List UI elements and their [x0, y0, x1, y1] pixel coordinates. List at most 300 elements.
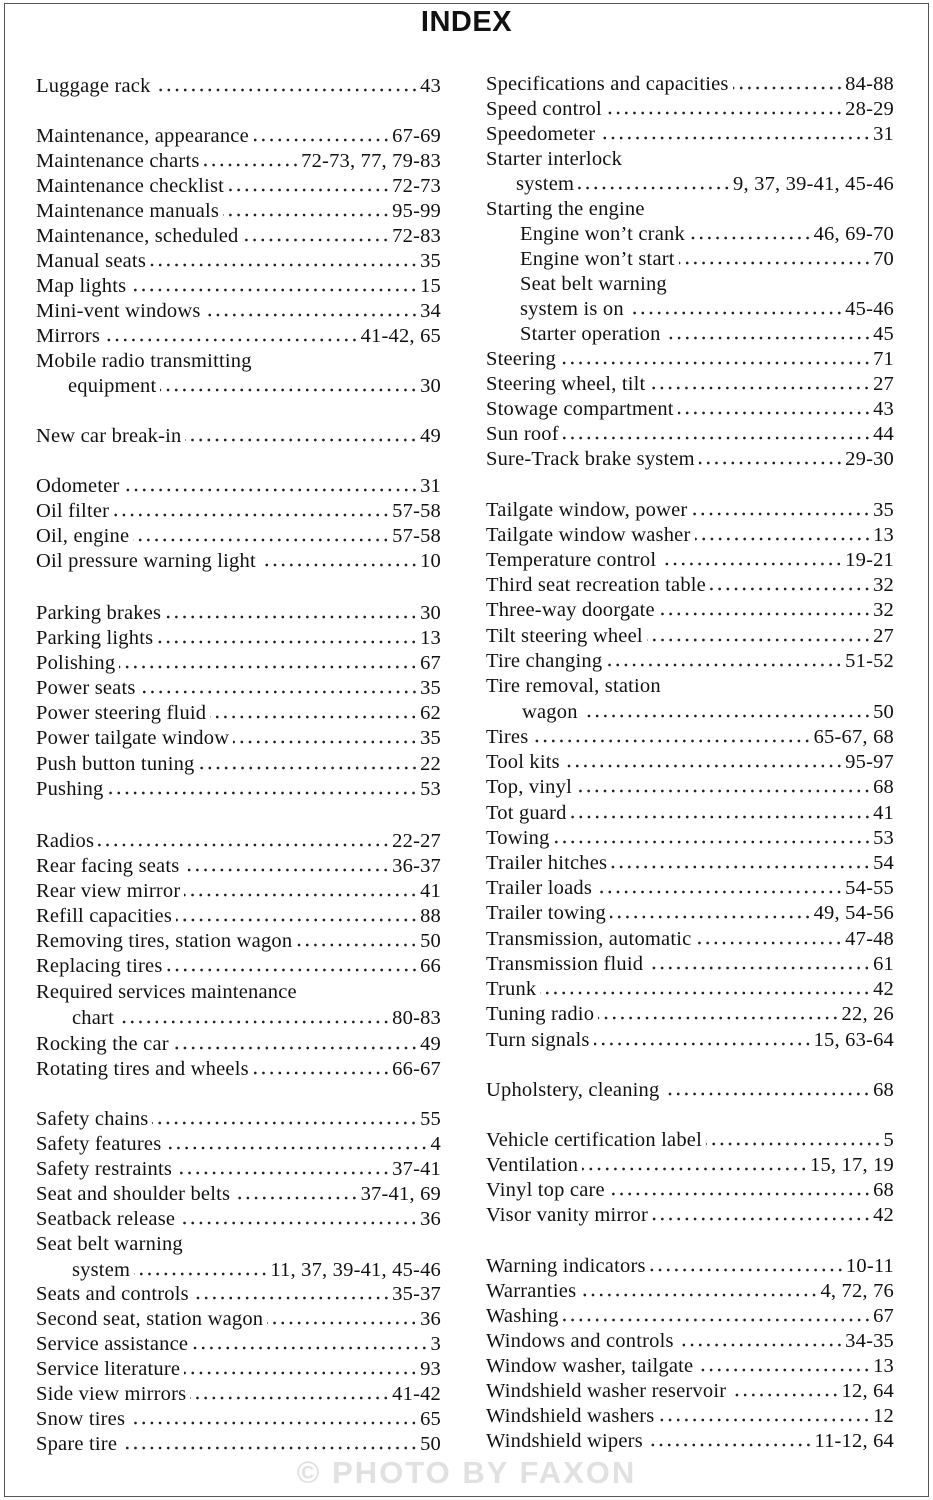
index-entry-label: Removing tires, station wagon — [36, 929, 293, 952]
index-entry — [486, 419, 894, 444]
dot-leader — [679, 260, 871, 266]
index-entry-label: Seat belt warning — [36, 1232, 183, 1255]
dot-leader — [129, 1420, 418, 1426]
index-entry-page: 57-58 — [392, 524, 441, 547]
dot-leader — [563, 435, 871, 441]
index-entry-label: Seatback release — [36, 1207, 176, 1230]
dot-leader — [532, 738, 811, 744]
index-entry-page: 71 — [873, 347, 894, 370]
index-entry — [36, 1154, 441, 1179]
index-entry-label: Windows and controls — [486, 1329, 674, 1352]
index-entry-page: 54 — [873, 851, 894, 874]
index-entry — [486, 219, 894, 244]
index-entry-label: system — [516, 172, 575, 195]
index-entry-page: 34-35 — [845, 1329, 894, 1352]
index-entry-label: Starter interlock — [486, 147, 623, 170]
index-entry-label: Side view mirrors — [36, 1382, 187, 1405]
dot-leader — [691, 511, 871, 517]
dot-leader — [134, 1271, 268, 1277]
index-entry-page: 37-41 — [392, 1157, 441, 1180]
index-entry-page: 35-37 — [392, 1282, 441, 1305]
dot-leader — [190, 1395, 390, 1401]
index-entry — [36, 1404, 441, 1429]
index-entry — [36, 723, 441, 748]
index-entry-label: Refill capacities — [36, 904, 173, 927]
dot-leader — [118, 1019, 390, 1025]
dot-leader — [658, 1417, 871, 1423]
index-entry — [36, 196, 441, 221]
index-entry-label: Maintenance checklist — [36, 174, 225, 197]
index-entry-page: 68 — [873, 1178, 894, 1201]
dot-leader — [582, 1166, 808, 1172]
index-entry — [36, 321, 441, 346]
index-entry — [36, 951, 441, 976]
index-entry-page: 35 — [420, 676, 441, 699]
dot-leader — [160, 387, 418, 393]
index-entry-page: 88 — [420, 904, 441, 927]
index-entry — [486, 94, 894, 119]
index-entry — [486, 545, 894, 570]
dot-leader — [576, 788, 871, 794]
index-entry-label: Maintenance, scheduled — [36, 224, 239, 247]
index-entry-label: New car break-in — [36, 424, 182, 447]
index-entry-label: Towing — [486, 826, 550, 849]
dot-leader — [609, 1191, 871, 1197]
index-entry-page: 34 — [420, 299, 441, 322]
index-entry-page: 66 — [420, 954, 441, 977]
index-entry-label: Tailgate window, power — [486, 498, 688, 521]
index-entry-page: 42 — [873, 1203, 894, 1226]
dot-leader — [204, 162, 300, 168]
index-entry-label: Parking brakes — [36, 601, 162, 624]
index-entry-page: 51-52 — [845, 649, 894, 672]
dot-leader — [165, 614, 418, 620]
index-entry — [486, 269, 894, 294]
index-entry-label: Trailer towing — [486, 901, 606, 924]
index-entry-page: 22-27 — [392, 829, 441, 852]
index-entry — [36, 1279, 441, 1304]
dot-leader — [124, 487, 419, 493]
index-entry-page: 22, 26 — [841, 1002, 894, 1025]
index-entry-page: 54-55 — [845, 876, 894, 899]
index-entry-label: system — [72, 1258, 131, 1281]
index-entry — [486, 1376, 894, 1401]
index-entry — [486, 671, 894, 696]
index-entry-page: 44 — [873, 422, 894, 445]
dot-leader — [210, 714, 418, 720]
index-entry-label: Warranties — [486, 1279, 577, 1302]
index-entry-page: 11-12, 64 — [814, 1429, 894, 1452]
index-entry-page: 13 — [420, 626, 441, 649]
index-entry-label: Transmission, automatic — [486, 927, 692, 950]
index-entry — [36, 421, 441, 446]
index-entry-page: 36-37 — [392, 854, 441, 877]
dot-leader — [665, 335, 872, 341]
index-entry-label: Service assistance — [36, 1332, 189, 1355]
index-entry-page: 31 — [873, 122, 894, 145]
index-entry-page: 30 — [420, 374, 441, 397]
index-entry — [36, 246, 441, 271]
index-entry-label: Oil filter — [36, 499, 110, 522]
dot-leader — [647, 637, 871, 643]
index-entry — [486, 244, 894, 269]
index-entry-label: Windshield washer reservoir — [486, 1379, 727, 1402]
dot-leader — [260, 562, 418, 568]
dot-leader — [649, 385, 871, 391]
index-entry-page: 67-69 — [392, 124, 441, 147]
index-entry — [36, 1379, 441, 1404]
index-entry-page: 53 — [420, 777, 441, 800]
index-entry-label: Mirrors — [36, 324, 101, 347]
dot-leader — [119, 664, 418, 670]
dot-leader — [233, 739, 418, 745]
index-entry-page: 46, 69-70 — [813, 222, 894, 245]
index-entry-label: system is on — [520, 297, 624, 320]
index-entry — [36, 1255, 441, 1280]
dot-leader — [697, 1367, 871, 1373]
dot-leader — [606, 110, 843, 116]
dot-leader — [610, 914, 812, 920]
index-entry-label: Maintenance manuals — [36, 199, 220, 222]
index-entry-label: Windshield washers — [486, 1404, 655, 1427]
index-entry-page: 15, 63-64 — [813, 1028, 894, 1051]
index-entry-label: Starting the engine — [486, 197, 645, 220]
index-entry-page: 32 — [873, 573, 894, 596]
index-entry — [36, 851, 441, 876]
dot-leader — [596, 889, 843, 895]
index-entry — [486, 621, 894, 646]
index-entry-page: 45-46 — [845, 297, 894, 320]
index-entry — [486, 1351, 894, 1376]
index-entry-page: 95-99 — [392, 199, 441, 222]
index-entry-label: Service literature — [36, 1357, 181, 1380]
index-entry-page: 12 — [873, 1404, 894, 1427]
dot-leader — [176, 917, 418, 923]
index-entry-label: Mini-vent windows — [36, 299, 201, 322]
index-entry — [486, 1276, 894, 1301]
index-entry-label: Seat belt warning — [520, 272, 667, 295]
dot-leader — [647, 965, 871, 971]
index-entry-page: 4, 72, 76 — [820, 1279, 894, 1302]
index-entry — [36, 598, 441, 623]
index-entry-page: 43 — [420, 74, 441, 97]
index-entry — [36, 749, 441, 774]
index-entry-label: Seats and controls — [36, 1282, 189, 1305]
index-entry-label: Sure-Track brake system — [486, 447, 695, 470]
index-entry — [486, 294, 894, 319]
index-entry-label: Safety chains — [36, 1107, 149, 1130]
dot-leader — [223, 212, 390, 218]
index-entry — [486, 1251, 894, 1276]
index-entry — [486, 595, 894, 620]
index-entry-page: 10-11 — [845, 1254, 894, 1277]
index-entry-label: Oil pressure warning light — [36, 549, 256, 572]
dot-leader — [176, 1170, 390, 1176]
index-entry-label: Odometer — [36, 474, 120, 497]
index-entry-label: Windshield wipers — [486, 1429, 643, 1452]
index-entry-label: Rear view mirror — [36, 879, 181, 902]
index-entry — [486, 1326, 894, 1351]
index-entry-label: Third seat recreation table — [486, 573, 706, 596]
dot-leader — [133, 537, 390, 543]
index-entry-label: Rocking the car — [36, 1032, 169, 1055]
dot-leader — [706, 1141, 882, 1147]
index-entry-page: 36 — [420, 1207, 441, 1230]
index-entry — [36, 901, 441, 926]
index-entry-page: 41 — [873, 801, 894, 824]
dot-leader — [165, 1145, 428, 1151]
index-entry-label: Ventilation — [486, 1153, 579, 1176]
index-entry-page: 49, 54-56 — [813, 901, 894, 924]
index-entry — [486, 1401, 894, 1426]
index-entry-page: 49 — [420, 1032, 441, 1055]
index-entry — [36, 926, 441, 951]
watermark-text: © PHOTO BY FAXON — [296, 1455, 637, 1490]
dot-leader — [564, 763, 843, 769]
dot-leader — [157, 639, 418, 645]
index-entry-label: Manual seats — [36, 249, 146, 272]
index-entry-label: Steering wheel, tilt — [486, 372, 646, 395]
index-entry — [36, 1054, 441, 1079]
index-entry — [486, 495, 894, 520]
index-entry-page: 95-97 — [845, 750, 894, 773]
index-entry — [486, 798, 894, 823]
index-entry — [486, 974, 894, 999]
index-entry-page: 93 — [420, 1357, 441, 1380]
index-entry-page: 15 — [420, 274, 441, 297]
index-entry-label: Steering — [486, 347, 556, 370]
index-entry-page: 13 — [873, 1354, 894, 1377]
index-entry-page: 27 — [873, 624, 894, 647]
index-entry-page: 50 — [873, 700, 894, 723]
index-entry-label: Mobile radio transmitting — [36, 349, 252, 372]
index-entry-page: 29-30 — [845, 447, 894, 470]
index-entry-page: 35 — [873, 498, 894, 521]
index-entry — [36, 977, 441, 1002]
index-entry — [36, 471, 441, 496]
index-entry-page: 72-73, 77, 79-83 — [301, 149, 441, 172]
index-entry-page: 50 — [420, 929, 441, 952]
index-entry — [36, 648, 441, 673]
index-entry-page: 68 — [873, 775, 894, 798]
index-entry — [486, 69, 894, 94]
dot-leader — [689, 235, 812, 241]
dot-leader — [710, 586, 871, 592]
index-entry — [36, 774, 441, 799]
index-entry — [486, 873, 894, 898]
index-entry — [36, 1429, 441, 1454]
dot-leader — [594, 1041, 812, 1047]
index-entry-label: Power steering fluid — [36, 701, 207, 724]
dot-leader — [599, 135, 871, 141]
dot-leader — [571, 814, 871, 820]
index-entry-label: Tires — [486, 725, 529, 748]
index-entry-label: Maintenance, appearance — [36, 124, 249, 147]
index-entry — [36, 1003, 441, 1028]
index-entry — [36, 346, 441, 371]
dot-leader — [582, 713, 871, 719]
index-entry — [36, 71, 441, 96]
index-entry-label: Vinyl top care — [486, 1178, 605, 1201]
index-entry-label: Visor vanity mirror — [486, 1203, 648, 1226]
dot-leader — [234, 1195, 358, 1201]
index-entry-label: Required services maintenance — [36, 980, 297, 1003]
dot-leader — [192, 1345, 428, 1351]
index-entry — [36, 698, 441, 723]
index-entry — [36, 1129, 441, 1154]
index-entry-page: 57-58 — [392, 499, 441, 522]
index-entry — [36, 121, 441, 146]
index-entry — [36, 826, 441, 851]
index-entry-label: Turn signals — [486, 1028, 590, 1051]
dot-leader — [733, 85, 844, 91]
index-entry — [486, 999, 894, 1024]
index-entry — [36, 876, 441, 901]
index-entry-page: 36 — [420, 1307, 441, 1330]
index-entry-label: Pushing — [36, 777, 104, 800]
dot-leader — [199, 765, 419, 771]
index-entry-page: 10 — [420, 549, 441, 572]
index-entry-page: 9, 37, 39-41, 45-46 — [733, 172, 894, 195]
index-entry — [486, 848, 894, 873]
dot-leader — [296, 942, 418, 948]
index-entry-page: 84-88 — [845, 72, 894, 95]
index-entry-label: Radios — [36, 829, 95, 852]
dot-leader — [113, 512, 390, 518]
index-entry-label: Sun roof — [486, 422, 559, 445]
dot-leader — [121, 1445, 418, 1451]
dot-leader — [540, 990, 871, 996]
index-entry-label: Starter operation — [520, 322, 661, 345]
index-entry-label: Engine won’t crank — [520, 222, 685, 245]
index-entry-page: 28-29 — [845, 97, 894, 120]
index-entry — [36, 673, 441, 698]
index-entry-page: 27 — [873, 372, 894, 395]
index-entry — [486, 898, 894, 923]
dot-leader — [730, 1392, 839, 1398]
dot-leader — [179, 1220, 418, 1226]
dot-leader — [695, 940, 843, 946]
index-entry-page: 65-67, 68 — [813, 725, 894, 748]
index-entry — [36, 1229, 441, 1254]
index-entry-page: 62 — [420, 701, 441, 724]
index-entry-label: Oil, engine — [36, 524, 130, 547]
index-entry — [486, 144, 894, 169]
index-entry — [36, 521, 441, 546]
index-entry-label: Polishing — [36, 651, 116, 674]
dot-leader — [98, 842, 390, 848]
index-entry — [36, 623, 441, 648]
index-entry — [486, 119, 894, 144]
index-entry — [486, 369, 894, 394]
index-entry-page: 68 — [873, 1078, 894, 1101]
index-entry-label: Power tailgate window — [36, 726, 230, 749]
index-entry — [486, 1025, 894, 1050]
index-entry-label: Safety features — [36, 1132, 162, 1155]
index-entry-label: Tilt steering wheel — [486, 624, 643, 647]
dot-leader — [678, 1342, 844, 1348]
index-entry-page: 15, 17, 19 — [810, 1153, 894, 1176]
dot-leader — [554, 839, 872, 845]
index-entry-label: Upholstery, cleaning — [486, 1078, 660, 1101]
index-entry-label: Warning indicators — [486, 1254, 646, 1277]
dot-leader — [242, 237, 390, 243]
dot-leader — [183, 867, 390, 873]
index-entry — [486, 949, 894, 974]
index-entry-page: 65 — [420, 1407, 441, 1430]
index-entry — [486, 924, 894, 949]
dot-leader — [184, 1370, 418, 1376]
index-entry-label: Safety restraints — [36, 1157, 173, 1180]
index-entry-label: Rear facing seats — [36, 854, 180, 877]
index-entry-label: Tuning radio — [486, 1002, 595, 1025]
dot-leader — [678, 410, 871, 416]
dot-leader — [660, 561, 843, 567]
dot-leader — [130, 287, 418, 293]
index-entry — [486, 169, 894, 194]
index-entry-label: Washing — [486, 1304, 559, 1327]
dot-leader — [695, 536, 872, 542]
index-entry-label: Top, vinyl — [486, 775, 572, 798]
index-entry — [36, 496, 441, 521]
dot-leader — [699, 460, 843, 466]
index-entry — [36, 146, 441, 171]
index-entry-page: 55 — [420, 1107, 441, 1130]
index-entry-label: Power seats — [36, 676, 136, 699]
index-entry — [486, 520, 894, 545]
index-entry — [486, 1075, 894, 1100]
index-entry — [486, 772, 894, 797]
index-entry-label: Tailgate window washer — [486, 523, 691, 546]
index-entry-page: 72-73 — [392, 174, 441, 197]
index-entry — [36, 221, 441, 246]
index-entry-page: 3 — [430, 1332, 441, 1355]
index-entry-page: 50 — [420, 1432, 441, 1455]
index-entry — [486, 1150, 894, 1175]
index-entry-page: 67 — [420, 651, 441, 674]
index-entry — [36, 371, 441, 396]
index-entry — [486, 823, 894, 848]
index-entry-page: 22 — [420, 752, 441, 775]
dot-leader — [578, 185, 731, 191]
index-entry — [486, 646, 894, 671]
index-entry-label: Rotating tires and wheels — [36, 1057, 249, 1080]
index-entry — [36, 1104, 441, 1129]
dot-leader — [253, 137, 390, 143]
index-entry-label: Tot guard — [486, 801, 567, 824]
index-entry-page: 45 — [873, 322, 894, 345]
dot-leader — [267, 1320, 418, 1326]
index-entry-page: 37-41, 69 — [360, 1182, 441, 1205]
index-entry — [486, 1426, 894, 1451]
index-entry-page: 49 — [420, 424, 441, 447]
dot-leader — [167, 967, 419, 973]
index-entry-label: chart — [72, 1006, 114, 1029]
dot-leader — [650, 1267, 844, 1273]
index-entry-label: Stowage compartment — [486, 397, 674, 420]
index-entry-page: 30 — [420, 601, 441, 624]
index-entry-page: 31 — [420, 474, 441, 497]
dot-leader — [563, 1317, 871, 1323]
index-entry — [486, 1125, 894, 1150]
index-entry — [36, 1029, 441, 1054]
index-entry-page: 41-42 — [392, 1382, 441, 1405]
index-entry — [36, 1329, 441, 1354]
index-entry-page: 35 — [420, 726, 441, 749]
index-entry-page: 35 — [420, 249, 441, 272]
index-entry-page: 70 — [873, 247, 894, 270]
index-entry-label: wagon — [522, 700, 578, 723]
